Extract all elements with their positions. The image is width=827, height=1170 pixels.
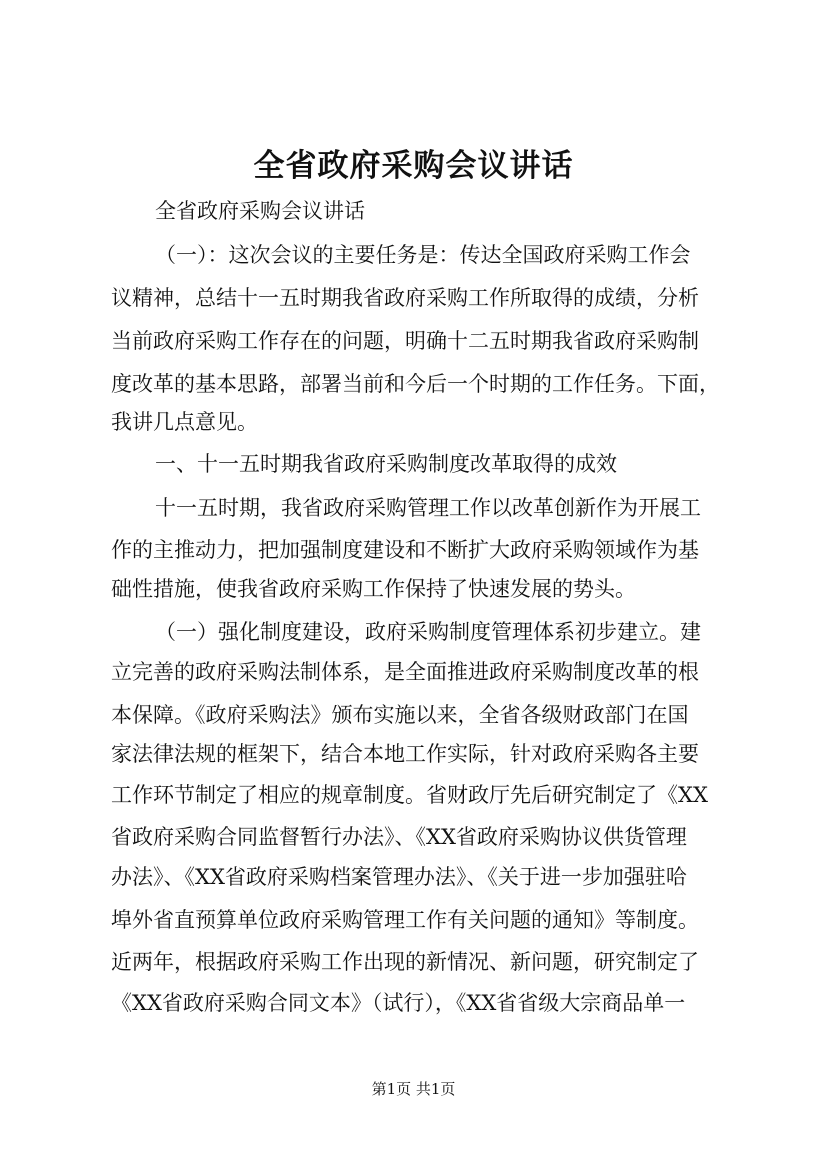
body-line: 全省政府采购会议讲话 [155, 199, 365, 223]
body-line: 家法律法规的框架下，结合本地工作实际，针对政府采购各主要 [111, 742, 699, 766]
body-line: 础性措施，使我省政府采购工作保持了快速发展的势头。 [111, 577, 636, 601]
body-line: 省政府采购合同监督暂行办法》、《XX省政府采购协议供货管理 [111, 825, 687, 849]
body-line: 十一五时期，我省政府采购管理工作以改革创新作为开展工 [155, 496, 701, 520]
body-line: 议精神，总结十一五时期我省政府采购工作所取得的成绩，分析 [111, 286, 699, 310]
body-line: （一）：这次会议的主要任务是：传达全国政府采购工作会 [155, 243, 691, 267]
body-line: 近两年，根据政府采购工作出现的新情况、新问题，研究制定了 [111, 950, 699, 974]
body-line: 立完善的政府采购法制体系，是全面推进政府采购制度改革的根 [111, 660, 699, 684]
body-line: 办法》、《XX省政府采购档案管理办法》、《关于进一步加强驻哈 [111, 865, 687, 889]
body-line: 我讲几点意见。 [111, 410, 258, 434]
document-title: 全省政府采购会议讲话 [253, 148, 574, 184]
section-heading: 一、十一五时期我省政府采购制度改革取得的成效 [155, 452, 617, 476]
body-line: 本保障。《政府采购法》颁布实施以来，全省各级财政部门在国 [111, 703, 689, 727]
body-line: 度改革的基本思路，部署当前和今后一个时期的工作任务。下面， [111, 372, 720, 396]
body-line: 工作环节制定了相应的规章制度。省财政厅先后研究制定了《XX [111, 783, 708, 807]
body-line: 《XX省政府采购合同文本》（试行），《XX省省级大宗商品单一 [111, 991, 686, 1015]
body-line: （一）强化制度建设，政府采购制度管理体系初步建立。建 [155, 620, 701, 644]
page-number-footer: 第1页 共1页 [371, 1080, 456, 1098]
body-line: 当前政府采购工作存在的问题，明确十二五时期我省政府采购制 [111, 329, 699, 353]
body-line: 作的主推动力，把加强制度建设和不断扩大政府采购领域作为基 [111, 538, 699, 562]
body-line: 埠外省直预算单位政府采购管理工作有关问题的通知》等制度。 [111, 908, 699, 932]
